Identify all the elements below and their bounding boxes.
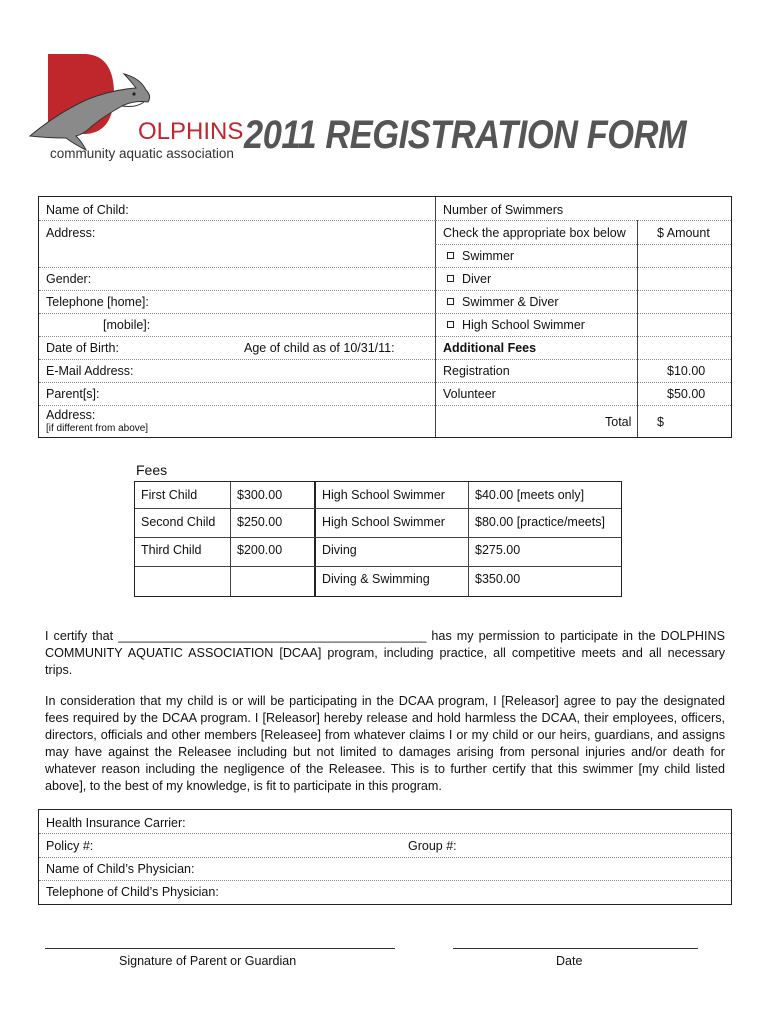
number-of-swimmers-label: Number of Swimmers [443, 203, 564, 217]
swimmer-diver-option[interactable] [447, 295, 559, 309]
logo-subtitle: community aquatic association [50, 146, 234, 161]
additional-fees-heading: Additional Fees [443, 341, 537, 355]
fee-cell: $250.00 [237, 515, 283, 529]
checkbox-icon[interactable] [447, 298, 454, 305]
fee-cell: $300.00 [237, 488, 283, 502]
option-label: Diver [462, 272, 492, 286]
age-label[interactable]: Age of child as of 10/31/11: [244, 341, 395, 355]
registration-amount: $10.00 [667, 364, 706, 378]
health-info-table [38, 809, 732, 905]
release-paragraph: In consideration that my child is or will be participating in the DCAA program, I [Releasor] agree to pay the designated fees required by the DCAA program. I [Releasor] hereby release and hold harmless the DCAA, their employees, officers, directors, officials and other members [Releasee] from whatever claims I or my child or our heirs, guardians, and assigns may have against the Releasee including but not limited to damages arising from personal injuries and/or death for whatever reason including the negligence of the Releasee. This is to further certify that this swimmer [my child listed above], to the best of my knowledge, is fit to participate in this program. [45, 694, 725, 793]
fee-cell: Diving & Swimming [322, 572, 430, 586]
checkbox-icon[interactable] [447, 275, 454, 282]
fee-cell: Diving [322, 543, 357, 557]
volunteer-label: Volunteer [443, 387, 496, 401]
fee-cell: $80.00 [practice/meets] [475, 515, 605, 529]
option-label: High School Swimmer [462, 318, 585, 332]
fee-cell: High School Swimmer [322, 515, 445, 529]
volunteer-amount: $50.00 [667, 387, 706, 401]
policy-number-label[interactable]: Policy #: [46, 839, 94, 853]
fees-table [134, 481, 622, 597]
certify-paragraph: I certify that ____________________________________________ has my permission to participate in the DOLPHINS COMMUNITY AQUATIC ASSOCIATION [DCAA] program, including practice, all competitive meets and all necessary trips. [45, 629, 725, 677]
fee-cell: $350.00 [475, 572, 521, 586]
high-school-swimmer-option[interactable] [447, 318, 585, 332]
diver-option[interactable] [447, 272, 491, 286]
name-of-child-label[interactable]: Name of Child: [46, 203, 129, 217]
checkbox-icon[interactable] [447, 252, 454, 259]
date-of-birth-label[interactable]: Date of Birth: [46, 341, 119, 355]
registration-label: Registration [443, 364, 510, 378]
alt-address-label[interactable]: Address: [46, 408, 96, 422]
fee-cell: $200.00 [237, 543, 283, 557]
fee-cell: Third Child [141, 543, 202, 557]
parents-label[interactable]: Parent[s]: [46, 387, 100, 401]
fee-cell: $275.00 [475, 543, 521, 557]
amount-header: $ Amount [657, 226, 710, 240]
physician-name-label[interactable]: Name of Child’s Physician: [46, 862, 195, 876]
group-number-label[interactable]: Group #: [408, 839, 457, 853]
page-title: 2011 REGISTRATION FORM [244, 113, 687, 157]
option-label: Swimmer & Diver [462, 295, 559, 309]
option-label: Swimmer [462, 249, 515, 263]
gender-label[interactable]: Gender: [46, 272, 92, 286]
check-box-instruction: Check the appropriate box below [443, 226, 626, 240]
logo-name: OLPHINS [138, 118, 244, 145]
physician-phone-label[interactable]: Telephone of Child’s Physician: [46, 885, 219, 899]
email-label[interactable]: E-Mail Address: [46, 364, 134, 378]
date-label: Date [556, 954, 583, 968]
fee-cell: High School Swimmer [322, 488, 445, 502]
fee-cell: $40.00 [meets only] [475, 488, 585, 502]
swimmer-option[interactable] [447, 249, 514, 263]
signature-label: Signature of Parent or Guardian [119, 954, 297, 968]
fee-cell: Second Child [141, 515, 216, 529]
registration-info-table [38, 196, 732, 438]
checkbox-icon[interactable] [447, 321, 454, 328]
fees-heading: Fees [136, 462, 168, 478]
total-label: Total [605, 415, 632, 429]
signature-line[interactable] [45, 948, 395, 949]
telephone-home-label[interactable]: Telephone [home]: [46, 295, 149, 309]
address-label[interactable]: Address: [46, 226, 96, 240]
alt-address-note: [if different from above] [46, 423, 149, 434]
date-line[interactable] [453, 948, 698, 949]
fee-cell: First Child [141, 488, 198, 502]
insurance-carrier-label[interactable]: Health Insurance Carrier: [46, 816, 186, 830]
total-amount-field[interactable]: $ [657, 415, 664, 429]
telephone-mobile-label[interactable]: [mobile]: [103, 318, 151, 332]
